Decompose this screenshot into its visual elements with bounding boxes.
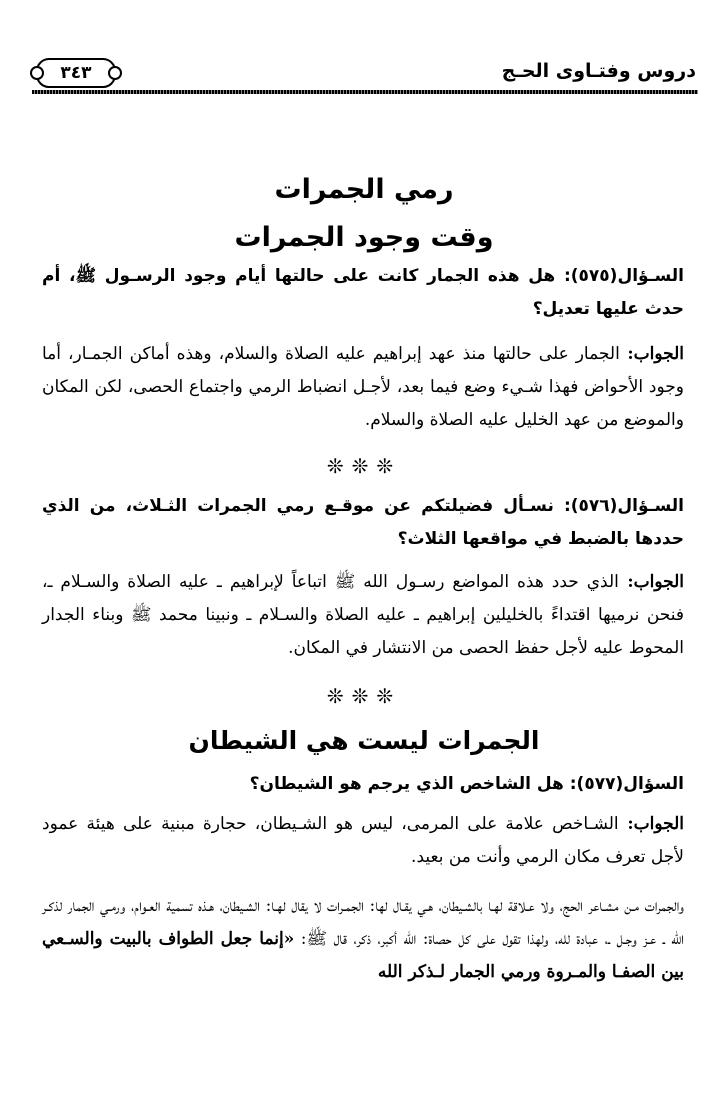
page-number: ٣٤٣ xyxy=(36,58,116,88)
hadith-quote: «إنما جعل الطواف بالبيت والسـعي بين الصفـا والمـروة ورمي الجمار لـذكر الله xyxy=(42,929,684,983)
answer-577-text: الشـاخص علامة على المرمى، ليس هو الشـيطان، حجارة مبنية على هيئة عمود لأجل تعرف مكان الرمي وأنت من بعيد. xyxy=(42,814,684,868)
section-heading-not-satan: الجمرات ليست هي الشيطان xyxy=(188,726,540,755)
separator-stars: ❊❊❊ xyxy=(326,454,402,478)
paragraph-jamarat-text: والجمرات مـن مشـاعر الحج، ولا عـلاقة لهـا بالشـيطان، هـي يقـال لها: الجمـرات لا يقال لهـا: الشـيطان، هـذه تسمية العـوام، ورمـي الجمار لذكـر الله ـ عـز وجـل ـ، عبادة لله، ولهذا تقول على كل حصاة: الله أكبر، ذكر، قال ﷺ: xyxy=(42,896,685,950)
answer-577-label: الجواب: xyxy=(618,814,684,834)
separator-stars: ❊❊❊ xyxy=(326,684,402,708)
answer-575-label: الجواب: xyxy=(619,344,684,364)
answer-576-text: الذي حدد هذه المواضع رسـول الله ﷺ اتباعاً لإبراهيم ـ عليه الصلاة والسـلام ـ، فنحن نرميها اقتداءً بالخليلين إبراهيم ـ عليه الصلاة والسـلام ـ ونبينا محمد ﷺ وبناء الجدار المحوط عليه لأجل حفظ الحصى من الانتشار في المكان. xyxy=(42,572,684,659)
answer-576 xyxy=(42,566,684,665)
question-576-text: نسـأل فضيلتكم عن موقـع رمي الجمرات الثـلاث، من الذي حددها بالضبط في مواقعها الثلاث؟ xyxy=(42,496,684,550)
question-575 xyxy=(42,260,684,326)
question-575-label: السـؤال(٥٧٥): xyxy=(555,266,684,286)
section-heading-time: وقت وجود الجمرات xyxy=(234,222,494,253)
answer-575 xyxy=(42,338,684,437)
page-header xyxy=(32,56,698,92)
section-heading-stoning: رمي الجمرات xyxy=(274,174,454,205)
question-576 xyxy=(42,490,684,556)
answer-575-text: الجمار على حالتها منذ عهد إبراهيم عليه الصلاة والسلام، وهذه أماكن الجمـار، أما وجود الأحواض فهذا شـيء وضع فيما بعد، لأجـل انضباط الرمي واجتماع الحصى، لكن المكان والموضع من عهد الخليل عليه الصلاة والسلام. xyxy=(42,344,684,431)
question-577 xyxy=(42,768,684,801)
header-rule xyxy=(32,90,698,94)
question-576-label: السـؤال(٥٧٦): xyxy=(553,496,684,516)
question-575-text: هل هذه الجمار كانت على حالتها أيام وجود الرسـول ﷺ، أم حدث عليها تعديل؟ xyxy=(42,266,684,320)
book-title: دروس وفتـاوى الحـج xyxy=(501,60,696,82)
paragraph-jamarat xyxy=(42,890,684,989)
question-577-text: هل الشاخص الذي يرجم هو الشيطان؟ xyxy=(249,774,564,794)
question-577-label: السؤال(٥٧٧): xyxy=(563,774,684,794)
answer-577 xyxy=(42,808,684,874)
answer-576-label: الجواب: xyxy=(618,572,684,592)
